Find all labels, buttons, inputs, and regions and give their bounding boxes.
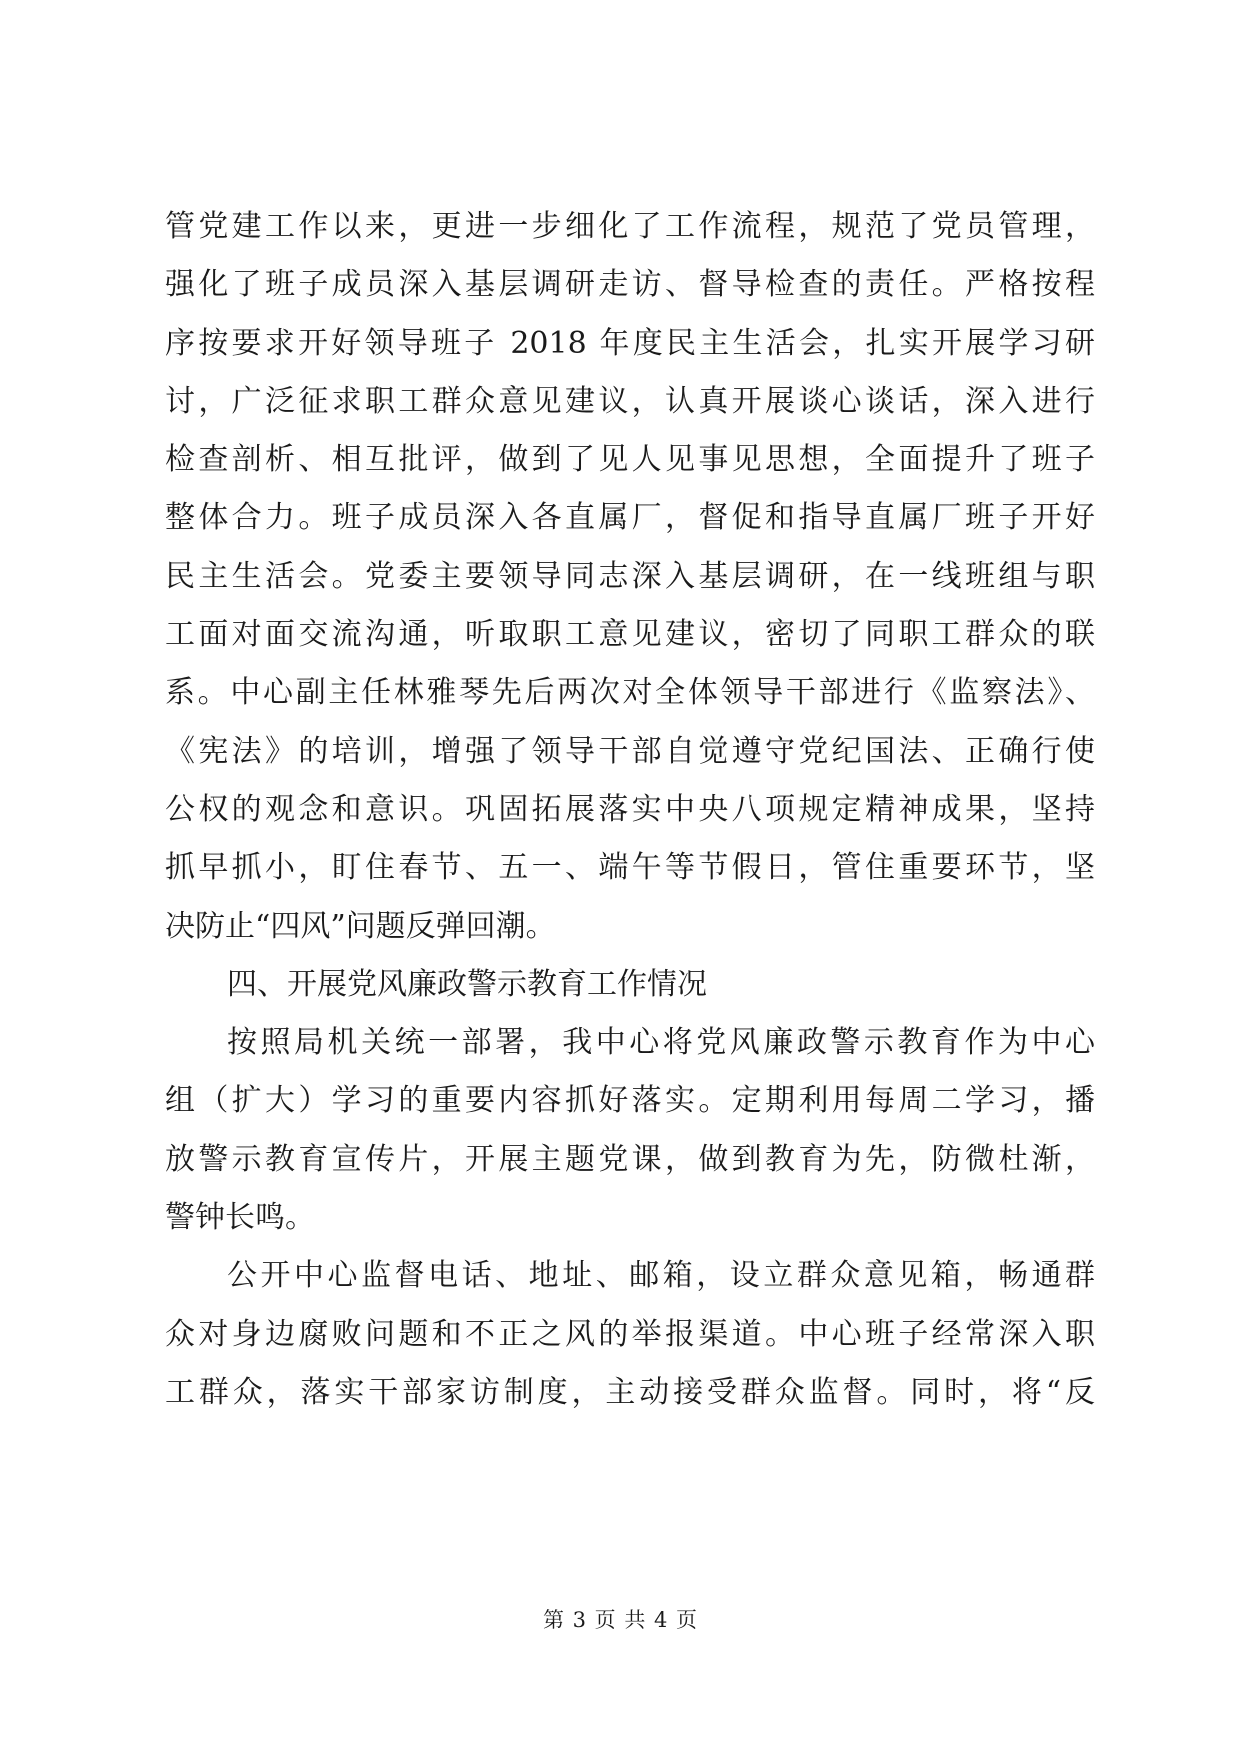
text-line: 强化了班子成员深入基层调研走访、督导检查的责任。严格按程 (165, 267, 1095, 303)
document-body (165, 198, 1095, 1422)
text-line: 《宪法》的培训，增强了领导干部自觉遵守党纪国法、正确行使 (165, 733, 1095, 769)
text-line: 公权的观念和意识。巩固拓展落实中央八项规定精神成果，坚持 (165, 791, 1095, 827)
text-line: 工群众，落实干部家访制度，主动接受群众监督。同时，将“反 (165, 1374, 1095, 1410)
text-line: 警钟长鸣。 (165, 1200, 315, 1236)
text-line: 众对身边腐败问题和不正之风的举报渠道。中心班子经常深入职 (165, 1316, 1095, 1352)
text-line: 决防止“四风”问题反弹回潮。 (165, 908, 556, 944)
page-number: 第 3 页 共 4 页 (542, 1608, 699, 1632)
text-line: 系。中心副主任林雅琴先后两次对全体领导干部进行《监察法》、 (165, 675, 1095, 711)
text-line: 公开中心监督电话、地址、邮箱，设立群众意见箱，畅通群 (227, 1258, 1095, 1294)
text-line: 按照局机关统一部署，我中心将党风廉政警示教育作为中心 (227, 1025, 1095, 1061)
text-line: 抓早抓小，盯住春节、五一、端午等节假日，管住重要环节，坚 (165, 850, 1095, 886)
text-line: 放警示教育宣传片，开展主题党课，做到教育为先，防微杜渐， (165, 1141, 1095, 1177)
text-line: 讨，广泛征求职工群众意见建议，认真开展谈心谈话，深入进行 (165, 383, 1095, 419)
text-line: 检查剖析、相互批评，做到了见人见事见思想，全面提升了班子 (165, 442, 1095, 478)
text-line: 组（扩大）学习的重要内容抓好落实。定期利用每周二学习，播 (165, 1083, 1095, 1119)
text-line: 整体合力。班子成员深入各直属厂，督促和指导直属厂班子开好 (165, 500, 1095, 536)
text-line: 工面对面交流沟通，听取职工意见建议，密切了同职工群众的联 (165, 617, 1095, 653)
text-line: 管党建工作以来，更进一步细化了工作流程，规范了党员管理， (165, 209, 1095, 244)
text-line: 民主生活会。党委主要领导同志深入基层调研，在一线班组与职 (165, 558, 1095, 594)
text-line: 序按要求开好领导班子 2018 年度民主生活会，扎实开展学习研 (165, 325, 1095, 361)
section-heading: 四、开展党风廉政警示教育工作情况 (227, 966, 707, 1002)
